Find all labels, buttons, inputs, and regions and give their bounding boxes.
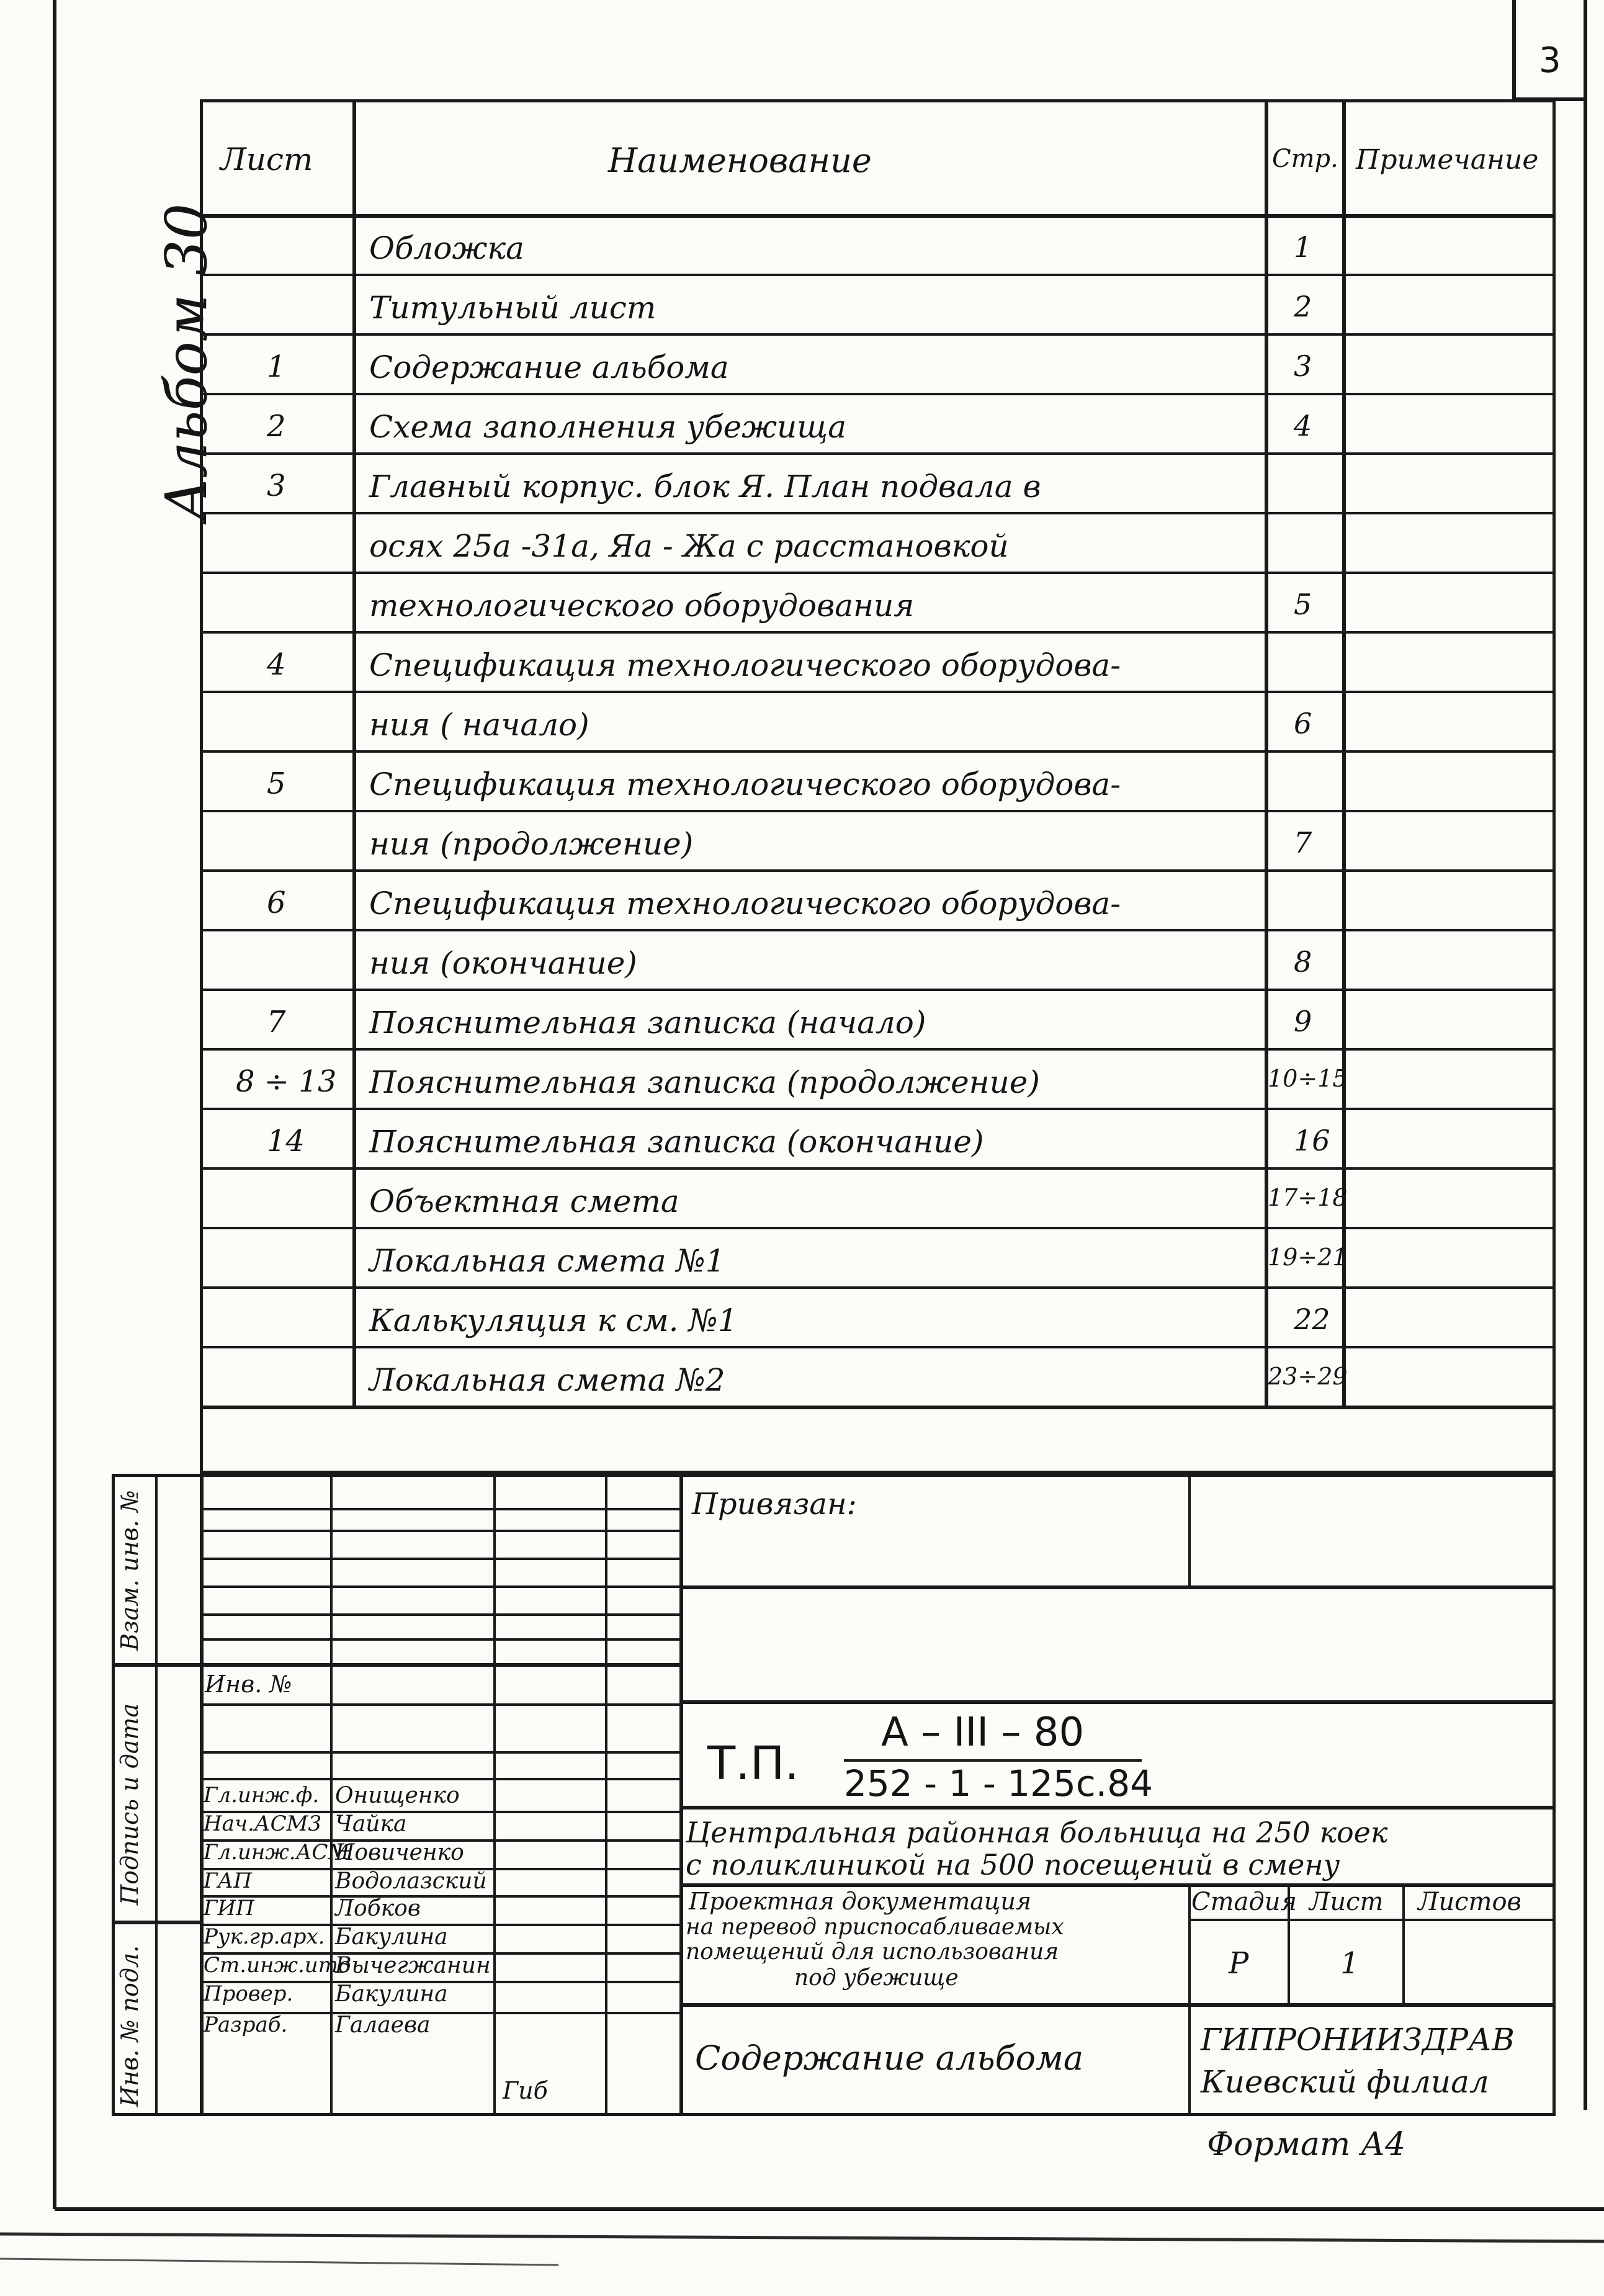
row-title: Спецификация технологического оборудова- bbox=[369, 886, 1121, 922]
row-sheet-number: 7 bbox=[267, 1005, 286, 1039]
signature-name: Новиченко bbox=[335, 1840, 464, 1865]
object-title-line1: Центральная районная больница на 250 коек bbox=[686, 1816, 1388, 1849]
label-podpis-data: Подпись и дата bbox=[116, 1703, 143, 1905]
album-label: Альбом 30 bbox=[153, 203, 220, 521]
row-title: Титульный лист bbox=[369, 290, 656, 326]
signature-role: Ст.инж.ито bbox=[204, 1953, 351, 1978]
row-title: Спецификация технологического оборудова- bbox=[369, 647, 1121, 683]
row-sheet-number: 2 bbox=[267, 409, 286, 444]
row-title: Спецификация технологического оборудова- bbox=[369, 766, 1121, 802]
doc-title-line4: под убежище bbox=[794, 1965, 959, 1991]
row-sheet-number: 3 bbox=[267, 469, 286, 503]
row-title: ния ( начало) bbox=[369, 707, 589, 743]
signature-name: Галаева bbox=[335, 2012, 431, 2038]
row-page: 7 bbox=[1294, 826, 1312, 859]
doc-title-line2: на перевод приспосабливаемых bbox=[686, 1914, 1064, 1940]
row-page: 23÷29 bbox=[1268, 1363, 1348, 1390]
signature-role: Нач.АСМ3 bbox=[204, 1811, 322, 1836]
header-name: Наименование bbox=[608, 141, 872, 180]
row-title: Обложка bbox=[369, 230, 524, 266]
row-sheet-number: 5 bbox=[267, 766, 286, 801]
row-sheet-number: 8 ÷ 13 bbox=[236, 1064, 337, 1099]
signature-role: ГИП bbox=[204, 1896, 254, 1921]
row-title: осях 25а -31а, Яа - Жа с расстановкой bbox=[369, 528, 1009, 564]
page-number: 3 bbox=[1539, 40, 1561, 81]
row-title: Пояснительная записка (окончание) bbox=[369, 1124, 984, 1160]
tp-numerator: А – III – 80 bbox=[881, 1710, 1085, 1756]
label-inv-podl: Инв. № подл. bbox=[116, 1945, 143, 2107]
row-page: 19÷21 bbox=[1268, 1244, 1348, 1271]
row-title: Схема заполнения убежища bbox=[369, 409, 847, 445]
signature-name: Онищенко bbox=[335, 1783, 460, 1808]
row-sheet-number: 4 bbox=[267, 647, 286, 682]
signature-role: Провер. bbox=[204, 1981, 293, 2006]
object-title-line2: с поликлиникой на 500 посещений в смену bbox=[686, 1848, 1340, 1881]
row-sheet-number: 6 bbox=[267, 886, 286, 920]
row-page: 8 bbox=[1294, 945, 1312, 979]
row-page: 6 bbox=[1294, 707, 1312, 740]
format-label: Формат А4 bbox=[1207, 2126, 1406, 2163]
sheets-label: Листов bbox=[1418, 1888, 1521, 1916]
tp-denominator: 252 - 1 - 125с.84 bbox=[844, 1762, 1154, 1805]
row-sheet-number: 1 bbox=[267, 349, 286, 384]
row-title: Локальная смета №2 bbox=[369, 1362, 725, 1398]
row-page: 10÷15 bbox=[1268, 1065, 1348, 1092]
signature-name: Чайка bbox=[335, 1811, 407, 1837]
row-title: Локальная смета №1 bbox=[369, 1243, 725, 1279]
signature-role: Рук.гр.арх. bbox=[204, 1924, 325, 1949]
header-note: Примечание bbox=[1356, 144, 1539, 176]
inv-no-label: Инв. № bbox=[205, 1670, 292, 1698]
signature-name: Лобков bbox=[335, 1896, 421, 1921]
row-page: 22 bbox=[1294, 1303, 1330, 1336]
title-block-frame bbox=[112, 1474, 1556, 2116]
row-page: 3 bbox=[1294, 349, 1312, 383]
doc-title-line3: помещений для использования bbox=[686, 1939, 1059, 1965]
signature-mark: Гиб bbox=[503, 2077, 548, 2104]
header-sheet: Лист bbox=[220, 141, 313, 177]
row-title: Главный корпус. блок Я. План подвала в bbox=[369, 469, 1041, 504]
row-title: Калькуляция к см. №1 bbox=[369, 1303, 738, 1339]
row-title: Содержание альбома bbox=[369, 349, 729, 385]
signature-role: Разраб. bbox=[204, 2012, 288, 2037]
row-title: ния (окончание) bbox=[369, 945, 637, 981]
row-page: 1 bbox=[1294, 230, 1312, 264]
row-title: Пояснительная записка (начало) bbox=[369, 1005, 926, 1041]
signature-role: ГАП bbox=[204, 1868, 252, 1893]
signature-name: Вычегжанин bbox=[335, 1953, 491, 1978]
row-page: 16 bbox=[1294, 1124, 1330, 1157]
signature-name: Водолазский bbox=[335, 1868, 487, 1894]
row-page: 4 bbox=[1294, 409, 1312, 442]
row-title: Объектная смета bbox=[369, 1183, 679, 1219]
tp-prefix: Т.П. bbox=[707, 1737, 799, 1790]
row-page: 2 bbox=[1294, 290, 1312, 323]
org-line2: Киевский филиал bbox=[1201, 2064, 1489, 2100]
sheet-name: Содержание альбома bbox=[695, 2038, 1084, 2078]
row-sheet-number: 14 bbox=[267, 1124, 305, 1159]
sheet-value: 1 bbox=[1340, 1946, 1360, 1981]
header-page: Стр. bbox=[1272, 145, 1338, 173]
stage-value: Р bbox=[1229, 1946, 1249, 1981]
doc-title-line1: Проектная документация bbox=[689, 1888, 1032, 1915]
row-page: 9 bbox=[1294, 1005, 1312, 1038]
row-title: технологического оборудования bbox=[369, 588, 915, 624]
signature-name: Бакулина bbox=[335, 1981, 448, 2007]
row-page: 5 bbox=[1294, 588, 1312, 621]
signature-role: Гл.инж.АСМ bbox=[204, 1840, 350, 1865]
sheet-label: Лист bbox=[1309, 1888, 1384, 1916]
signature-role: Гл.инж.ф. bbox=[204, 1783, 320, 1808]
row-title: ния (продолжение) bbox=[369, 826, 694, 862]
org-line1: ГИПРОНИИЗДРАВ bbox=[1201, 2022, 1515, 2058]
privyazan-label: Привязан: bbox=[692, 1487, 857, 1522]
label-vzam-inv: Взам. инв. № bbox=[116, 1490, 143, 1651]
signature-name: Бакулина bbox=[335, 1924, 448, 1950]
row-page: 17÷18 bbox=[1268, 1184, 1348, 1211]
row-title: Пояснительная записка (продолжение) bbox=[369, 1064, 1040, 1100]
stage-label: Стадия bbox=[1191, 1888, 1297, 1916]
